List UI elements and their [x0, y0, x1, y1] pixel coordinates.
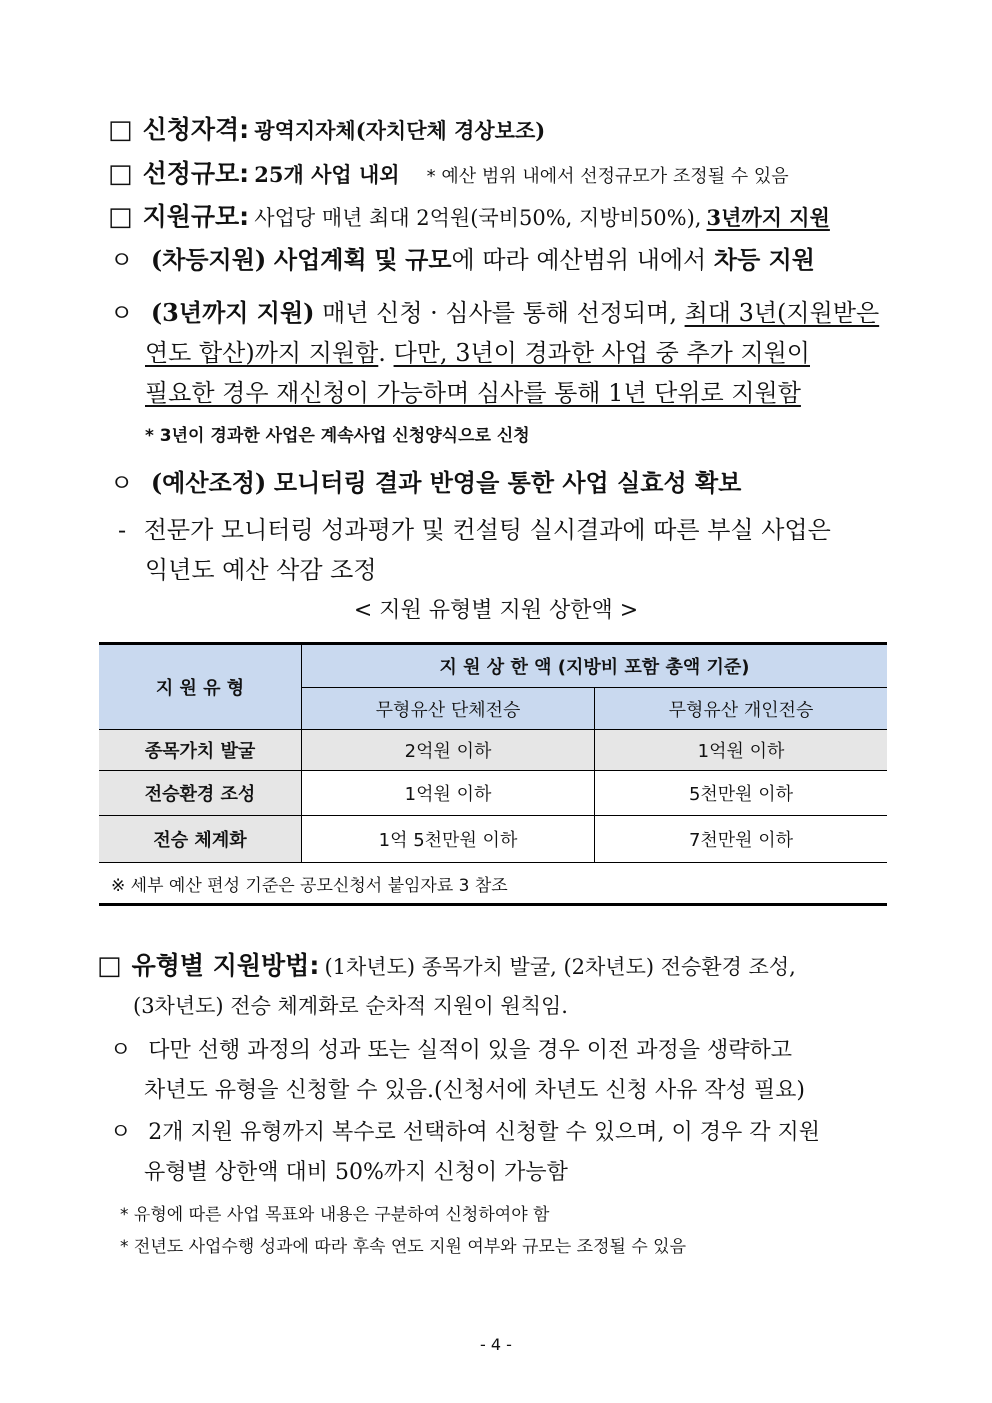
support-method-line2: (3차년도) 전승 체계화로 순차적 지원이 원칙임.	[133, 994, 568, 1018]
bullet-marker: ㅇ	[110, 469, 134, 497]
scale-note: * 예산 범위 내에서 선정규모가 조정될 수 있음	[426, 166, 789, 187]
row-individual-amount: 5천만원 이하	[595, 771, 888, 816]
row-type: 전승환경 조성	[99, 771, 302, 816]
sub-text: 전문가 모니터링 성과평가 및 컨설팅 실시결과에 따른 부실 사업은	[143, 516, 831, 544]
column-header: 무형유산 개인전승	[595, 688, 888, 730]
budget-sub-line1	[118, 513, 831, 547]
heading-eligibility	[108, 112, 545, 151]
bullet-marker: ㅇ	[110, 1120, 132, 1145]
row-type: 전승 체계화	[99, 816, 302, 863]
bullet-three-year-support	[110, 296, 879, 330]
bullet-marker: ㅇ	[110, 1038, 132, 1063]
scale-value: 25개 사업 내외	[254, 162, 400, 187]
column-header: 무형유산 단체전승	[302, 688, 595, 730]
checkbox-square-icon: □	[97, 951, 122, 981]
type-header: 지 원 유 형	[99, 644, 302, 730]
bullet-text: .	[378, 339, 386, 367]
bullet-three-year-line3	[145, 376, 801, 410]
row-group-amount: 1억원 이하	[302, 771, 595, 816]
section2-note: * 유형에 따른 사업 목표와 내용은 구분하여 신청하여야 함	[120, 1205, 550, 1225]
bullet-skip-stage	[110, 1034, 792, 1068]
three-year-note: * 3년이 경과한 사업은 계속사업 신청양식으로 신청	[145, 426, 530, 446]
bullet-title: (3년까지 지원)	[150, 298, 315, 327]
support-label: 지원규모:	[142, 202, 250, 231]
page-number: - 4 -	[480, 1335, 512, 1354]
heading-support	[108, 199, 830, 238]
table-row	[99, 816, 887, 863]
heading-support-method	[97, 948, 796, 987]
bullet-text: 및	[374, 245, 398, 274]
eligibility-value: 광역지자체(자치단체 경상보조)	[254, 118, 546, 143]
support-value-underlined: 3년까지 지원	[706, 205, 830, 230]
scale-label: 선정규모:	[142, 159, 250, 188]
bullet-text-underlined: 최대 3년(지원받은	[684, 299, 880, 327]
bullet-title: (차등지원)	[150, 245, 267, 274]
bullet-budget-adjustment	[110, 466, 741, 500]
bullet-text: 매년 신청 · 심사를 통해 선정되며,	[322, 299, 677, 327]
dash-marker: -	[118, 516, 127, 544]
row-individual-amount: 7천만원 이하	[595, 816, 888, 863]
bullet-marker: ㅇ	[110, 246, 134, 274]
budget-sub-line2: 익년도 예산 삭감 조정	[145, 556, 377, 584]
checkbox-square-icon: □	[108, 159, 133, 189]
bullet-multiple-types	[110, 1116, 820, 1150]
bullet-text: 다만 선행 과정의 성과 또는 실적이 있을 경우 이전 과정을 생략하고	[148, 1038, 793, 1063]
eligibility-label: 신청자격:	[142, 115, 250, 144]
support-limit-table	[99, 642, 887, 863]
bullet-text: 사업계획	[273, 245, 367, 274]
row-individual-amount: 1억원 이하	[595, 730, 888, 771]
bullet-three-year-line2	[145, 336, 810, 370]
table-footnote: ※ 세부 예산 편성 기준은 공모신청서 붙임자료 3 참조	[99, 866, 887, 906]
table-row	[99, 730, 887, 771]
heading-scale	[108, 156, 789, 195]
bullet-text-underlined: 연도 합산)까지 지원함	[145, 339, 379, 367]
support-method-label: 유형별 지원방법:	[131, 951, 320, 980]
bullet-differential-support	[110, 243, 815, 277]
support-value: 사업당 매년 최대 2억원(국비50%, 지방비50%),	[254, 206, 702, 230]
row-type: 종목가치 발굴	[99, 730, 302, 771]
section2-note: * 전년도 사업수행 성과에 따라 후속 연도 지원 여부와 규모는 조정될 수 있음	[120, 1237, 687, 1257]
bullet-text: 2개 지원 유형까지 복수로 선택하여 신청할 수 있으며, 이 경우 각 지원	[148, 1120, 820, 1145]
row-group-amount: 1억 5천만원 이하	[302, 816, 595, 863]
bullet-text-underlined: 다만, 3년이 경과한 사업 중 추가 지원이	[393, 339, 810, 367]
row-group-amount: 2억원 이하	[302, 730, 595, 771]
amount-header: 지 원 상 한 액 (지방비 포함 총액 기준)	[302, 644, 888, 688]
checkbox-square-icon: □	[108, 115, 133, 145]
table-caption: < 지원 유형별 지원 상한액 >	[353, 598, 639, 623]
support-method-line1: (1차년도) 종목가치 발굴, (2차년도) 전승환경 조성,	[324, 955, 796, 979]
bullet-multiple-types-line2: 유형별 상한액 대비 50%까지 신청이 가능함	[144, 1160, 568, 1185]
checkbox-square-icon: □	[108, 202, 133, 232]
bullet-title: (예산조정)	[150, 468, 267, 497]
table-row	[99, 771, 887, 816]
bullet-text: 차등 지원	[713, 245, 815, 274]
bullet-text: 모니터링 결과 반영을 통한 사업 실효성 확보	[273, 468, 742, 497]
bullet-text: 규모	[405, 245, 452, 274]
bullet-text: 에 따라 예산범위 내에서	[451, 246, 707, 274]
bullet-text-underlined: 필요한 경우 재신청이 가능하며 심사를 통해 1년 단위로 지원함	[145, 379, 801, 407]
bullet-marker: ㅇ	[110, 299, 134, 327]
bullet-skip-stage-line2: 차년도 유형을 신청할 수 있음.(신청서에 차년도 신청 사유 작성 필요)	[144, 1078, 805, 1103]
